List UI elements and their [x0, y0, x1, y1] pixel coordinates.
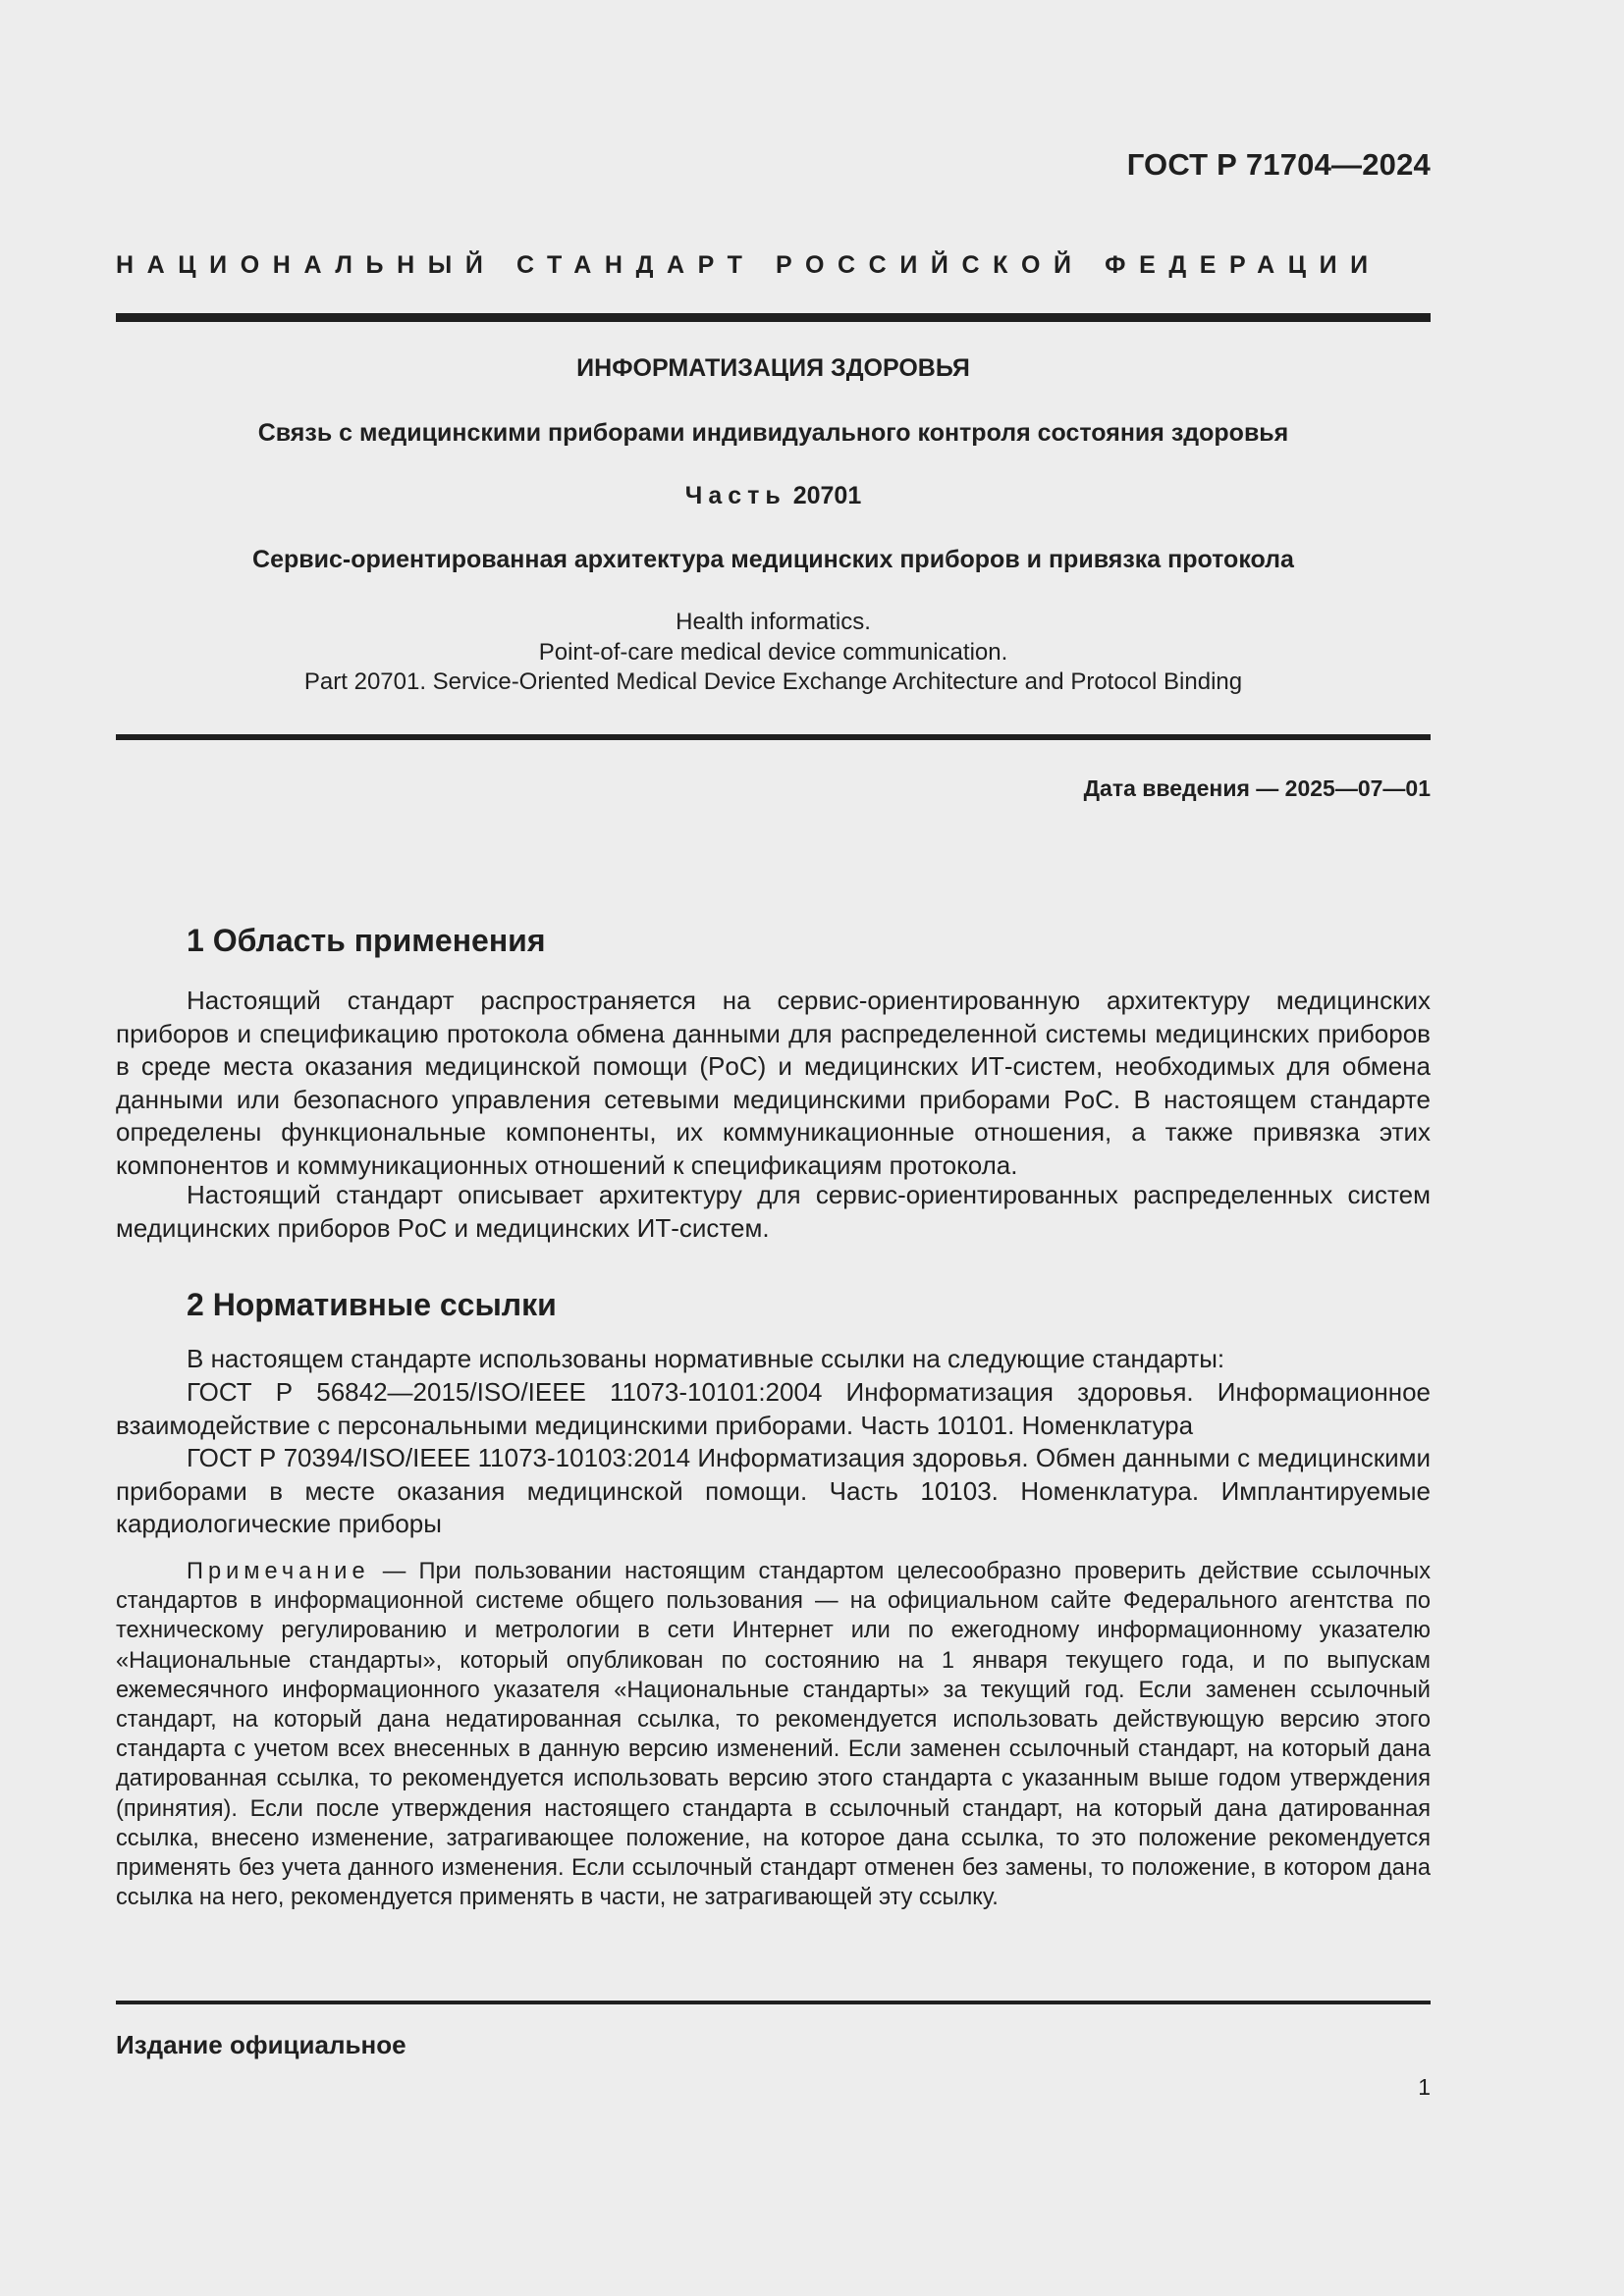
- document-subtitle: Связь с медицинскими приборами индивидуального контроля состояния здоровья: [257, 419, 1289, 447]
- note-text: — При пользовании настоящим стандартом целесообразно проверить действие ссылочных стандартов в информационной системе общего пользования — на официальном сайте Федерального агентства по техническому регулированию и метрологии в сети Интернет или по ежегодному информационному указателю «Национальные стандарты», который опубликован по состоянию на 1 января текущего года, и по выпускам ежемесячного информационного указателя «Национальные стандарты» за текущий год. Если заменен ссылочный стандарт, на который дана недатированная ссылка, то рекомендуется использовать действующую версию этого стандарта с учетом всех внесенных в данную версию изменений. Если заменен ссылочный стандарт, на который дана датированная ссылка, то рекомендуется использовать версию этого стандарта с указанным выше годом утверждения (принятия). Если после утверждения настоящего стандарта в ссылочный стандарт, на который дана датированная ссылка, внесено изменение, затрагивающее положение, на которое дана ссылка, то это положение рекомендуется применять без учета данного изменения. Если ссылочный стандарт отменен без замены, то положение, в котором дана ссылка на него, рекомендуется применять в части, не затрагивающей эту ссылку.: [116, 1559, 1431, 1911]
- paragraph: В настоящем стандарте использованы нормативные ссылки на следующие стандарты:: [187, 1344, 1225, 1373]
- title-divider: [116, 734, 1431, 740]
- english-title-line: Part 20701. Service-Oriented Medical Device Exchange Architecture and Protocol Binding: [303, 668, 1243, 695]
- english-title-line: Health informatics.: [676, 609, 871, 635]
- part-number: 20701: [792, 482, 862, 509]
- paragraph: Настоящий стандарт описывает архитектуру для сервис-ориентированных распределенных систем медицинских приборов PoC и медицинских ИТ-систем.: [116, 1180, 1431, 1243]
- part-word: Часть: [684, 482, 786, 509]
- note-label: Примечание: [187, 1559, 370, 1584]
- reference-item: ГОСТ Р 70394/ISO/IEEE 11073-10103:2014 Информатизация здоровья. Обмен данными с медицинскими приборами в месте оказания медицинской помощи. Часть 10103. Номенклатура. Имплантируемые кардиологические приборы: [116, 1443, 1431, 1539]
- official-edition-label: Издание официальное: [116, 2030, 406, 2059]
- english-title: [116, 608, 1431, 698]
- reference-item: ГОСТ Р 56842—2015/ISO/IEEE 11073-10101:2004 Информатизация здоровья. Информационное взаимодействие с персональными медицинскими приборами. Часть 10101. Номенклатура: [116, 1377, 1431, 1440]
- section-heading-scope: 1 Область применения: [187, 923, 546, 958]
- paragraph: Настоящий стандарт распространяется на сервис-ориентированную архитектуру медицинских приборов и спецификацию протокола обмена данными для распределенной системы медицинских приборов в среде места оказания медицинской помощи (PoC) и медицинских ИТ-систем, необходимых для обмена данными или безопасного управления сетевыми медицинскими приборами PoC. В настоящем стандарте определены функциональные компоненты, их коммуникационные отношения, а также привязка этих компонентов и коммуникационных отношений к спецификациям протокола.: [116, 986, 1431, 1180]
- page-number: 1: [1418, 2074, 1431, 2100]
- part-line: [116, 482, 1431, 510]
- document-title: ИНФОРМАТИЗАЦИЯ ЗДОРОВЬЯ: [576, 354, 970, 382]
- document-number: ГОСТ Р 71704—2024: [1126, 147, 1431, 182]
- english-title-line: Point-of-care medical device communication.: [538, 638, 1008, 666]
- part-title: Сервис-ориентированная архитектура медицинских приборов и привязка протокола: [252, 546, 1294, 573]
- footer-divider: [116, 2001, 1431, 2004]
- note: [116, 1557, 1431, 1912]
- section-heading-normative-references: 2 Нормативные ссылки: [187, 1287, 557, 1322]
- national-standard-header: НАЦИОНАЛЬНЫЙ СТАНДАРТ РОССИЙСКОЙ ФЕДЕРАЦИИ: [116, 251, 1381, 279]
- header-divider: [116, 313, 1431, 322]
- introduction-date: Дата введения — 2025—07—01: [1083, 775, 1431, 801]
- document-page: [116, 0, 1431, 2296]
